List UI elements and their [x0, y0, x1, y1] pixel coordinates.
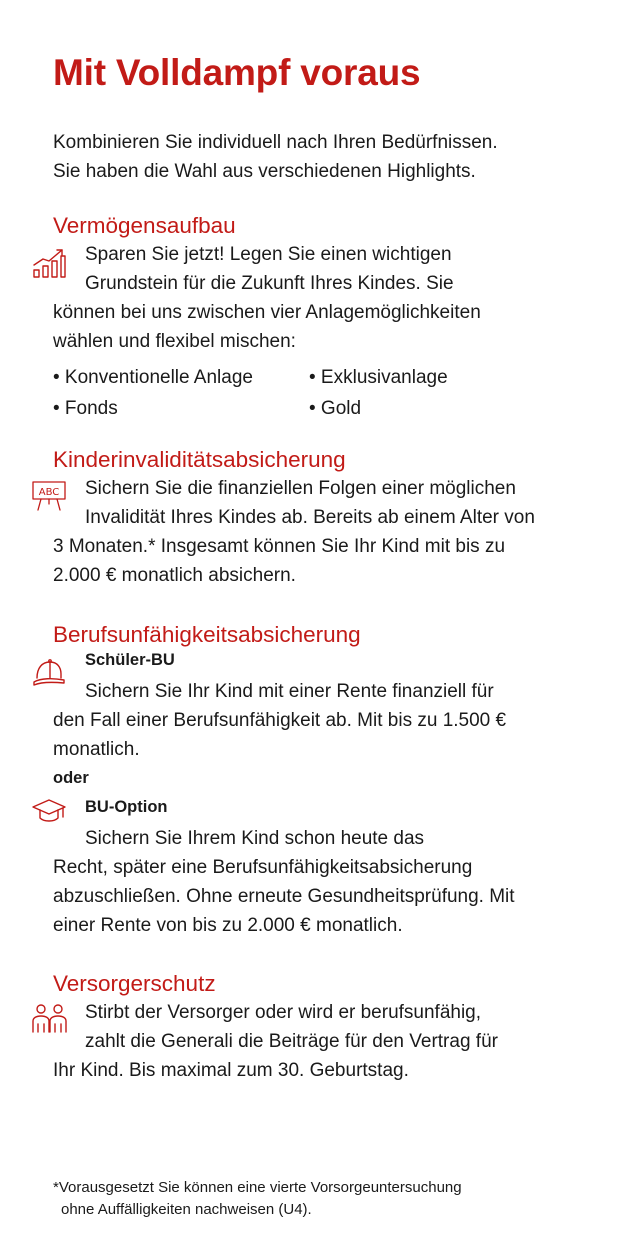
- section-body: [53, 998, 593, 1085]
- section-title: Versorgerschutz: [53, 971, 216, 996]
- or-label: oder: [53, 769, 89, 787]
- people-icon: [31, 1002, 67, 1036]
- body-line: einer Rente von bis zu 2.000 € monatlich.: [53, 915, 403, 936]
- body-line: Sichern Sie die finanziellen Folgen einer möglichen: [85, 478, 516, 499]
- abc-board-icon: [31, 478, 67, 512]
- footnote: [53, 1177, 462, 1221]
- intro-line: Sie haben die Wahl aus verschiedenen Highlights.: [53, 161, 476, 182]
- chart-growth-icon: [31, 246, 67, 280]
- list-item: • Exklusivanlage: [309, 367, 448, 388]
- footnote-line: ohne Auffälligkeiten nachweisen (U4).: [61, 1201, 312, 1218]
- section-versorgerschutz: [53, 970, 593, 1085]
- section-body: [38, 474, 593, 590]
- body-line: Sichern Sie Ihrem Kind schon heute das: [85, 828, 425, 849]
- body-line: abzuschließen. Ohne erneute Gesundheitsprüfung. Mit: [53, 886, 515, 907]
- intro-line: Kombinieren Sie individuell nach Ihren Bedürfnissen.: [53, 132, 498, 153]
- section-kinderinvaliditaet: [38, 446, 593, 590]
- schueler-bu-block: [53, 648, 593, 764]
- body-line: können bei uns zwischen vier Anlagemöglichkeiten: [53, 302, 481, 323]
- body-line: Invalidität Ihres Kindes ab. Bereits ab einem Alter von: [85, 507, 535, 528]
- list-item: • Konventionelle Anlage: [53, 367, 253, 388]
- body-line: Ihr Kind. Bis maximal zum 30. Geburtstag.: [53, 1060, 409, 1081]
- section-body: [53, 240, 593, 356]
- bu-option-block: [53, 795, 593, 940]
- graduation-cap-icon: [31, 797, 67, 831]
- body-line: Sichern Sie Ihr Kind mit einer Rente finanziell für: [85, 681, 494, 702]
- section-title: Kinderinvaliditätsabsicherung: [53, 447, 346, 472]
- intro-text: [53, 128, 593, 186]
- body-line: Grundstein für die Zukunft Ihres Kindes. Sie: [85, 273, 454, 294]
- body-line: Stirbt der Versorger oder wird er berufsunfähig,: [85, 1002, 482, 1023]
- body-line: Sparen Sie jetzt! Legen Sie einen wichtigen: [85, 244, 452, 265]
- investment-options-list: [53, 362, 593, 424]
- body-line: 3 Monaten.* Insgesamt können Sie Ihr Kind mit bis zu: [53, 536, 506, 557]
- sub-heading: Schüler-BU: [85, 651, 175, 669]
- cap-icon: [31, 656, 67, 690]
- sub-heading: BU-Option: [85, 798, 168, 816]
- section-title: Vermögensaufbau: [53, 213, 236, 238]
- body-line: 2.000 € monatlich absichern.: [53, 565, 296, 586]
- list-item: • Gold: [309, 398, 362, 419]
- section-title: Berufsunfähigkeitsabsicherung: [53, 622, 361, 647]
- body-line: zahlt die Generali die Beiträge für den Vertrag für: [85, 1031, 498, 1052]
- page-title: Mit Volldampf voraus: [53, 52, 421, 93]
- body-line: den Fall einer Berufsunfähigkeit ab. Mit bis zu 1.500 €: [53, 710, 507, 731]
- section-berufsunfaehigkeit: [53, 621, 593, 940]
- body-line: Recht, später eine Berufsunfähigkeitsabsicherung: [53, 857, 473, 878]
- list-item: • Fonds: [53, 398, 118, 419]
- section-vermoegensaufbau: [53, 212, 593, 424]
- footnote-line: *Vorausgesetzt Sie können eine vierte Vorsorgeuntersuchung: [53, 1179, 462, 1196]
- body-line: wählen und flexibel mischen:: [53, 331, 296, 352]
- svg-text:ABC: ABC: [38, 487, 60, 498]
- body-line: monatlich.: [53, 739, 140, 760]
